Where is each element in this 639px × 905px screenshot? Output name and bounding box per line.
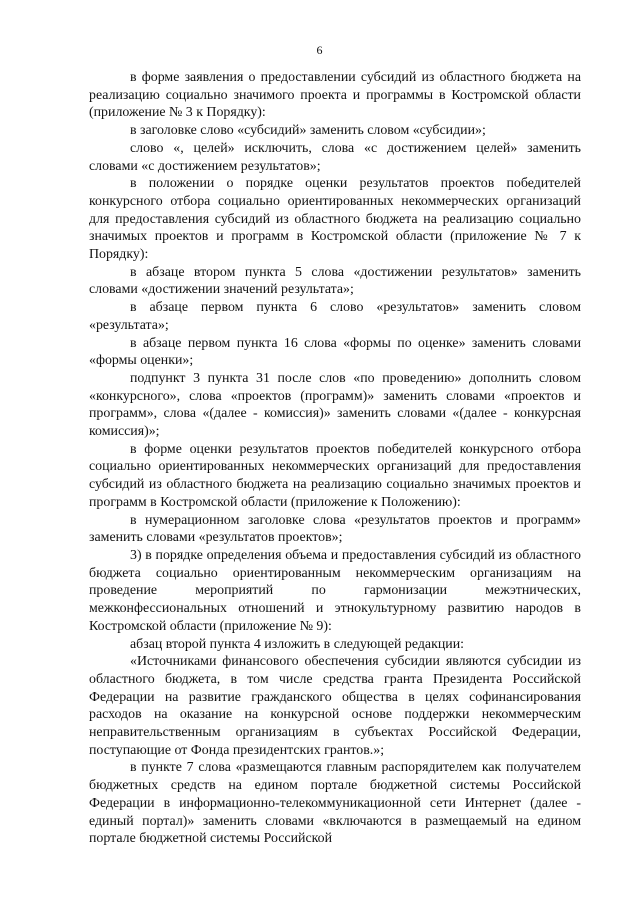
paragraph-item-6: в абзаце первом пункта 6 слово «результатов» заменить словом «результата»; <box>89 300 581 333</box>
paragraph-evaluation-regulation: в положении о порядке оценки результатов проектов победителей конкурсного отбора социально ориентированных некоммерческих организаций для предоставления субсидий из областного бюджета на реализацию социально значимых проектов и программ в Костромской области (приложение № 7 к Порядку): <box>89 176 581 263</box>
paragraph-item-16: в абзаце первом пункта 16 слова «формы по оценке» заменить словами «формы оценки»; <box>89 335 581 369</box>
paragraph-item-5: в абзаце втором пункта 5 слова «достижении результатов» заменить словами «достижении значений результата»; <box>89 264 581 298</box>
paragraph-goals-removal: слово «, целей» исключить, слова «с достижением целей» заменить словами «с достижением результатов»; <box>89 140 581 174</box>
paragraph-item-7: в пункте 7 слова «размещаются главным распорядителем как получателем бюджетных средств на едином портале бюджетной системы Российской Федерации в информационно-телекоммуникационной сети Интернет (далее - единый портал)» заменить словами «включаются в размещаемый на едином портале бюджетной системы Российской <box>89 760 581 847</box>
page-number: 6 <box>316 43 323 57</box>
paragraph-evaluation-form: в форме оценки результатов проектов победителей конкурсного отбора социально ориентированных некоммерческих организаций для предоставления субсидий из областного бюджета на реализацию социально значимых проектов и программ в Костромской области (приложение к Положению): <box>89 441 581 510</box>
document-body <box>89 69 581 848</box>
paragraph-numbering-heading: в нумерационном заголовке слова «результатов проектов и программ» заменить словами «результатов проектов»; <box>89 512 581 546</box>
paragraph-application-form: в форме заявления о предоставлении субсидий из областного бюджета на реализацию социально значимого проекта и программы в Костромской области (приложение № 3 к Порядку): <box>89 70 581 121</box>
paragraph-item-4-statement: абзац второй пункта 4 изложить в следующей редакции: <box>130 636 465 652</box>
paragraph-title-change: в заголовке слово «субсидий» заменить словом «субсидии»; <box>130 123 486 139</box>
paragraph-funding-sources: «Источниками финансового обеспечения субсидии являются субсидии из областного бюджета, в том числе средства гранта Президента Российской Федерации на развитие гражданского общества в целях софинансирования расходов на оказание на конкурсной основе поддержки некоммерческим неправительственным организациям в субъектах Российской Федерации, поступающие от Фонда президентских грантов.»; <box>89 654 581 758</box>
paragraph-item-31: подпункт 3 пункта 31 после слов «по проведению» дополнить словом «конкурсного», слова «проектов (программ)» заменить словами «проектов и программ», слова «(далее - комиссия)» заменить словами «(далее - конкурсная комиссия)»; <box>89 370 581 440</box>
paragraph-section-3: 3) в порядке определения объема и предоставления субсидий из областного бюджета социально ориентированным некоммерческим организациям на проведение мероприятий по гармонизации межэтнических, межконфессиональных отношений и этнокультурному развитию народов в Костромской области (приложение № 9): <box>89 547 581 634</box>
